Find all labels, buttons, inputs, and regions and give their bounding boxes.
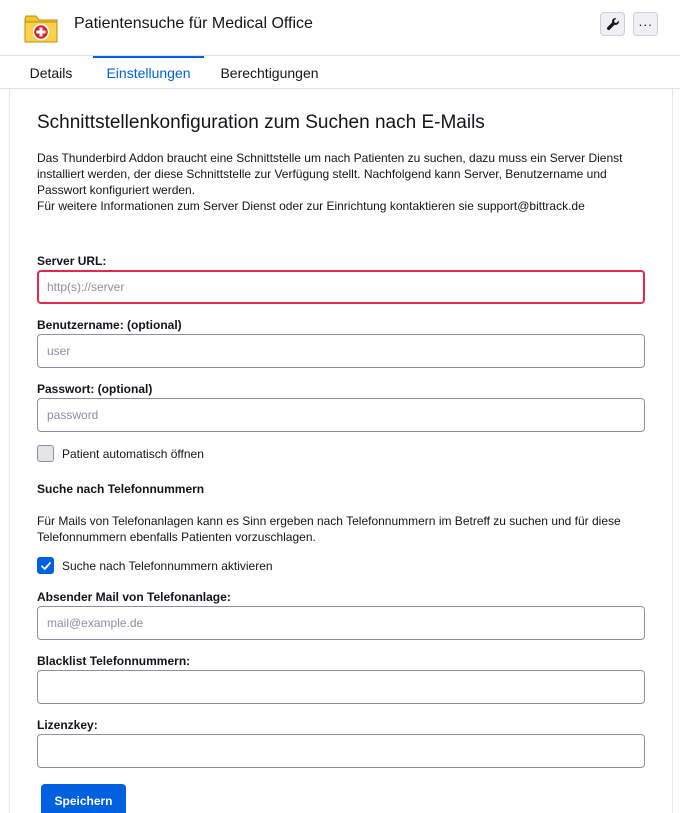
sender-mail-label: Absender Mail von Telefonanlage: xyxy=(37,590,231,604)
sender-mail-input[interactable] xyxy=(37,606,645,640)
settings-description xyxy=(37,150,637,214)
more-options-button[interactable] xyxy=(633,12,658,36)
folder-medical-icon xyxy=(24,14,58,44)
server-url-label: Server URL: xyxy=(37,254,107,268)
save-button[interactable]: Speichern xyxy=(41,784,126,813)
description-contact: Für weitere Informationen zum Server Dienst oder zur Einrichtung kontaktieren sie support@bittrack.de xyxy=(37,199,585,213)
tab-bar xyxy=(0,56,680,89)
license-label: Lizenzkey: xyxy=(37,718,98,732)
blacklist-input[interactable] xyxy=(37,670,645,704)
auto-open-label[interactable]: Patient automatisch öffnen xyxy=(62,447,204,461)
tab-settings[interactable]: Einstellungen xyxy=(93,56,204,89)
more-icon: ··· xyxy=(638,16,653,32)
description-paragraph: Das Thunderbird Addon braucht eine Schnittstelle um nach Patienten zu suchen, dazu muss ein Server Dienst installiert werden, der diese Schnittstelle zur Verfügung stellt. Nachfolgend kann Server, Benutzername und Passwort konfiguriert werden. xyxy=(37,151,623,197)
auto-open-checkbox[interactable] xyxy=(37,445,54,462)
username-input[interactable] xyxy=(37,334,645,368)
phone-search-description: Für Mails von Telefonanlagen kann es Sinn ergeben nach Telefonnummern im Betreff zu suchen und für diese Telefonnummern ebenfalls Patienten vorzuschlagen. xyxy=(37,514,621,544)
tab-permissions[interactable]: Berechtigungen xyxy=(220,65,319,81)
server-url-input[interactable] xyxy=(37,270,645,304)
tools-button[interactable] xyxy=(600,12,625,36)
phone-search-checkbox[interactable] xyxy=(37,557,54,574)
page-title: Patientensuche für Medical Office xyxy=(74,15,313,32)
tab-details[interactable]: Details xyxy=(29,65,73,81)
settings-heading: Schnittstellenkonfiguration zum Suchen nach E-Mails xyxy=(37,112,485,133)
password-input[interactable] xyxy=(37,398,645,432)
addon-header xyxy=(0,0,680,56)
phone-search-label[interactable]: Suche nach Telefonnummern aktivieren xyxy=(62,559,273,573)
blacklist-label: Blacklist Telefonnummern: xyxy=(37,654,191,668)
checkmark-icon xyxy=(40,560,52,572)
password-label: Passwort: (optional) xyxy=(37,382,153,396)
phone-search-heading: Suche nach Telefonnummern xyxy=(37,482,205,496)
username-label: Benutzername: (optional) xyxy=(37,318,182,332)
license-input[interactable] xyxy=(37,734,645,768)
wrench-icon xyxy=(606,17,620,31)
